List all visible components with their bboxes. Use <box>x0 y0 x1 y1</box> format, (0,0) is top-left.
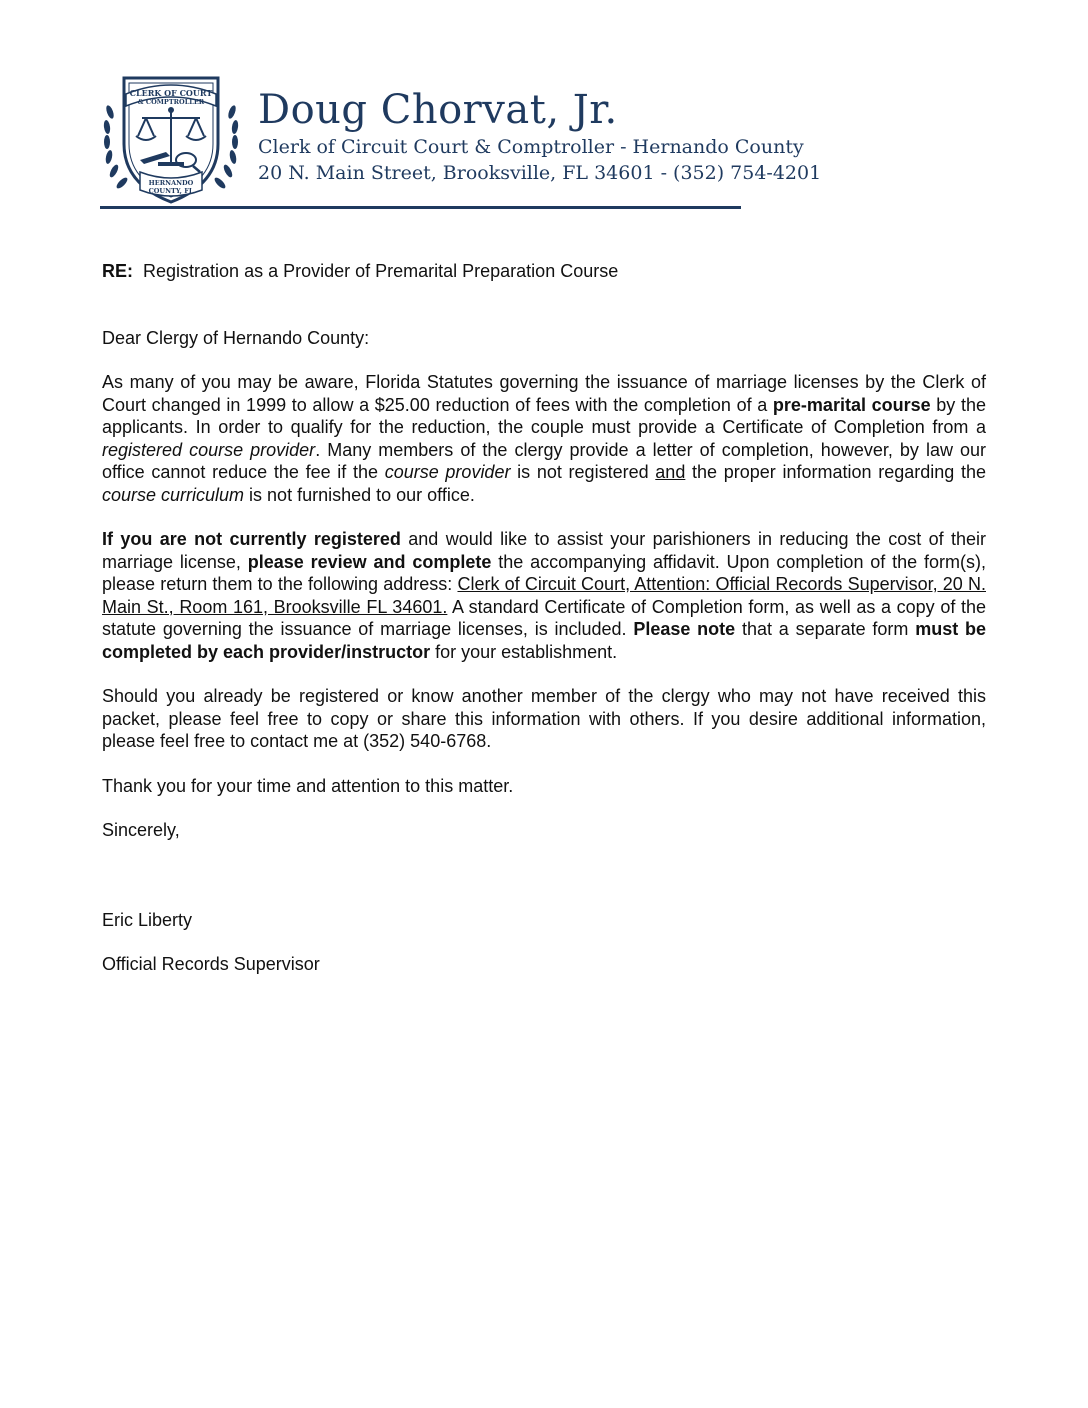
svg-text:& COMPTROLLER: & COMPTROLLER <box>137 98 205 106</box>
p1-italic-course-provider: course provider <box>384 462 511 482</box>
clerk-name: Doug Chorvat, Jr. <box>258 87 618 133</box>
closing: Sincerely, <box>102 820 180 840</box>
re-subject: Registration as a Provider of Premarital Preparation Course <box>143 261 619 281</box>
p2-text: that a separate form <box>735 619 916 639</box>
p1-text: by the applicants. In order to qualify for the reduction, the couple must provide a Certificate of Completion from a <box>102 394 986 437</box>
paragraph-4: Thank you for your time and attention to this matter. <box>102 775 514 796</box>
p2-text: the accompanying affidavit. Upon completion of the form(s), please return them to the following address: <box>102 551 986 594</box>
signer-title: Official Records Supervisor <box>102 954 320 974</box>
signer-name: Eric Liberty <box>102 909 193 930</box>
p2-text: A standard Certificate of Completion form, as well as a copy of the statute governing the issuance of marriage licenses, is included. <box>102 596 987 639</box>
letter-body <box>102 260 986 998</box>
p1-italic-provider: registered course provider <box>102 439 316 460</box>
p1-text: . Many members of the clergy provide a letter of completion, however, by law our office cannot reduce the fee if the <box>102 439 987 482</box>
p2-bold-please-note: Please note <box>633 619 736 639</box>
p1-italic-curriculum: course curriculum <box>102 484 245 505</box>
letterhead-rule <box>100 206 741 209</box>
re-line <box>102 260 986 283</box>
p2-bold-not-registered: If you are not currently registered <box>102 529 401 549</box>
svg-text:COUNTY, FL: COUNTY, FL <box>148 187 194 195</box>
salutation: Dear Clergy of Hernando County: <box>102 327 370 348</box>
p1-text: is not registered <box>510 462 656 482</box>
return-address: Clerk of Circuit Court, Attention: Official Records Supervisor, 20 N. Main St., Room 161, Brooksville FL 34601. <box>102 574 986 617</box>
svg-text:CLERK OF COURT: CLERK OF COURT <box>129 88 213 98</box>
letterhead-text <box>258 86 821 186</box>
p2-text: and would like to assist your parishioners in reducing the cost of their marriage license, <box>102 529 986 572</box>
p1-text: As many of you may be aware, Florida Statutes governing the issuance of marriage licenses by the Clerk of Court changed in 1999 to allow a $25.00 reduction of fees with the completion of a <box>102 372 986 415</box>
p1-text: is not furnished to our office. <box>244 484 475 505</box>
clerk-seal-logo <box>100 72 242 206</box>
p2-text: for your establishment. <box>430 641 618 662</box>
paragraph-3: Should you already be registered or know another member of the clergy who may not have received this packet, please feel free to copy or share this information with others. If you desire additional information, please feel free to contact me at (352) 540-6768. <box>102 686 986 751</box>
p2-bold-each-provider: must be completed by each provider/instructor <box>102 619 986 662</box>
clerk-title: Clerk of Circuit Court & Comptroller - Hernando County <box>258 136 804 158</box>
paragraph-1 <box>102 371 986 506</box>
p1-bold-course: pre-marital course <box>772 394 931 415</box>
paragraph-2 <box>102 528 986 663</box>
re-label: RE: <box>102 261 133 281</box>
letterhead <box>100 72 822 212</box>
p1-underline-and: and <box>655 462 686 482</box>
office-address: 20 N. Main Street, Brooksville, FL 34601 - (352) 754-4201 <box>258 162 822 184</box>
svg-text:HERNANDO: HERNANDO <box>148 179 194 187</box>
p1-text: the proper information regarding the <box>685 462 986 482</box>
p2-bold-review: please review and complete <box>247 551 492 572</box>
